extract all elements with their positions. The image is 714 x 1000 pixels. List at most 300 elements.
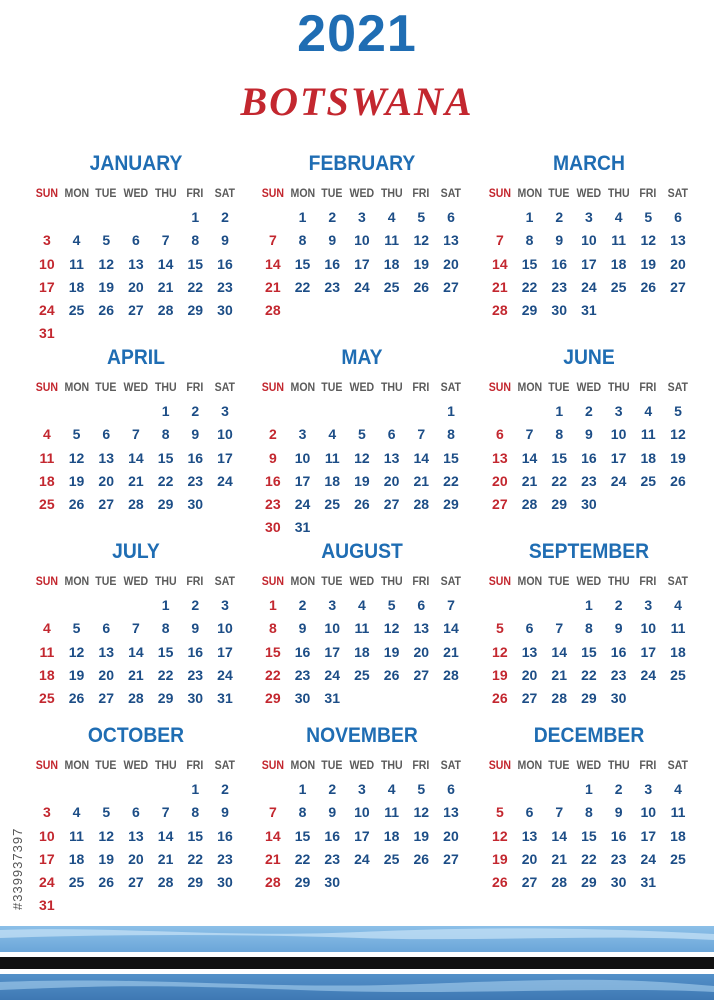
day-number: 12 [98,255,114,272]
day-number: 11 [324,449,340,466]
day-number: 18 [383,827,400,844]
day-number: 2 [585,403,593,419]
day-number: 8 [525,232,534,249]
day-number: 5 [358,426,366,443]
empty-cell [544,594,574,617]
day-number: 24 [354,278,370,295]
weekday-label: THU [607,380,630,394]
day-number: 18 [610,255,627,272]
day-number: 29 [581,690,597,707]
weekday-label: SAT [667,574,689,588]
day-number: 11 [384,232,399,249]
day-number: 13 [521,643,538,660]
day-number: 18 [670,827,686,844]
day-number: 9 [268,449,277,466]
weekday-label: THU [380,574,403,588]
weekday-label: SUN [35,574,58,588]
day-number: 7 [417,426,426,443]
weekday-label: TUE [95,380,117,394]
weekday-label: THU [607,758,630,772]
day-number: 19 [68,666,85,683]
day-number: 4 [674,597,682,613]
weekday-label: THU [154,186,177,200]
day-number: 23 [187,666,204,683]
day-number: 1 [161,403,170,419]
month-name: JUNE [563,346,615,369]
day-number: 14 [157,255,174,272]
weekday-label: WED [349,758,375,772]
day-number: 12 [68,449,85,466]
day-number: 18 [354,643,370,660]
weekday-label: MON [290,758,315,772]
day-grid [485,778,693,894]
day-number: 1 [585,597,593,613]
weekday-label: FRI [412,186,430,200]
day-number: 1 [268,597,277,613]
weekday-label: SUN [488,758,511,772]
weekday-label: THU [154,380,177,394]
day-number: 15 [187,255,204,272]
day-number: 3 [221,403,229,419]
day-number: 1 [298,781,307,797]
day-grid [258,400,466,540]
day-number: 17 [217,449,233,466]
day-number: 18 [39,666,55,683]
day-number: 12 [413,804,430,821]
weekday-label: WED [123,380,149,394]
day-number: 20 [521,850,538,867]
day-number: 25 [383,278,400,295]
day-number: 15 [187,827,204,844]
day-number: 2 [614,781,623,797]
empty-cell [258,778,288,801]
weekday-label: THU [380,380,403,394]
day-number: 14 [265,255,281,272]
day-number: 24 [39,302,55,319]
day-number: 15 [581,827,597,844]
day-number: 14 [157,827,174,844]
day-number: 23 [187,472,204,489]
day-number: 13 [492,449,508,466]
day-number: 27 [128,302,144,319]
day-number: 2 [555,209,564,225]
day-number: 8 [585,804,593,821]
day-number: 6 [525,804,534,821]
empty-cell [62,778,92,801]
day-number: 12 [354,449,370,466]
day-number: 28 [413,496,430,513]
day-number: 20 [98,472,114,489]
day-number: 7 [495,232,504,249]
month-name: DECEMBER [533,724,645,747]
weekday-header [32,182,240,204]
day-number: 16 [217,255,233,272]
day-number: 6 [102,426,111,443]
day-number: 21 [128,666,144,683]
day-number: 6 [674,209,682,225]
day-number: 2 [614,597,623,613]
day-number: 2 [221,209,229,225]
day-number: 3 [644,597,653,613]
weekday-label: MON [290,380,315,394]
day-number: 21 [413,472,430,489]
day-number: 19 [98,850,114,867]
day-number: 25 [383,850,400,867]
empty-cell [32,400,62,423]
day-number: 25 [670,666,686,683]
day-number: 30 [187,496,204,513]
empty-cell [377,400,407,423]
day-number: 28 [443,666,459,683]
day-number: 17 [581,255,597,272]
day-number: 11 [670,804,686,821]
empty-cell [317,400,347,423]
day-number: 23 [610,850,627,867]
day-number: 20 [413,643,430,660]
day-number: 24 [640,666,657,683]
day-number: 19 [492,666,508,683]
day-number: 31 [217,690,233,707]
day-number: 31 [640,874,657,891]
month-name: SEPTEMBER [528,540,650,563]
weekday-label: WED [576,380,602,394]
day-number: 8 [585,620,593,637]
empty-cell [62,206,92,229]
weekday-label: SUN [261,186,284,200]
day-number: 2 [328,209,337,225]
weekday-label: TUE [548,186,570,200]
day-number: 13 [383,449,400,466]
day-number: 6 [417,597,426,613]
day-number: 31 [581,302,597,319]
day-number: 22 [187,850,204,867]
weekday-label: SAT [214,380,236,394]
day-number: 14 [128,449,144,466]
day-number: 20 [128,850,144,867]
empty-cell [91,594,121,617]
day-number: 25 [68,302,85,319]
day-number: 29 [157,496,174,513]
day-number: 22 [581,850,597,867]
day-number: 28 [157,874,174,891]
day-number: 4 [42,620,51,637]
day-number: 12 [670,426,686,443]
day-number: 11 [384,804,399,821]
day-number: 16 [187,643,204,660]
day-number: 5 [387,597,396,613]
day-number: 8 [191,804,200,821]
weekday-label: TUE [321,186,343,200]
day-number: 6 [447,781,455,797]
weekday-label: SAT [667,380,689,394]
day-number: 16 [324,255,340,272]
day-number: 22 [157,472,174,489]
day-number: 5 [495,620,504,637]
day-number: 28 [492,302,508,319]
month-june [485,344,693,516]
day-number: 29 [187,302,204,319]
weekday-label: TUE [321,758,343,772]
day-number: 10 [640,804,657,821]
day-number: 18 [670,643,686,660]
day-number: 23 [610,666,627,683]
day-number: 12 [68,643,85,660]
day-number: 9 [555,232,564,249]
weekday-header [258,754,466,776]
day-number: 16 [551,255,567,272]
weekday-label: WED [123,186,149,200]
day-number: 15 [294,255,311,272]
day-number: 17 [217,643,233,660]
day-number: 12 [492,827,508,844]
day-number: 3 [585,209,593,225]
stock-id: #339937397 [10,827,25,910]
day-number: 22 [581,666,597,683]
month-name: AUGUST [321,540,403,563]
day-number: 17 [294,472,311,489]
empty-cell [121,206,151,229]
weekday-label: SAT [214,574,236,588]
weekday-label: MON [517,574,542,588]
day-number: 10 [294,449,311,466]
day-number: 24 [324,666,340,683]
day-number: 25 [610,278,627,295]
weekday-label: SAT [667,758,689,772]
empty-cell [347,400,377,423]
day-number: 28 [128,690,144,707]
weekday-label: FRI [412,380,430,394]
weekday-header [32,754,240,776]
day-number: 12 [492,643,508,660]
day-number: 12 [640,232,657,249]
day-number: 11 [39,449,55,466]
day-number: 4 [614,209,623,225]
day-number: 26 [98,302,114,319]
day-number: 25 [68,874,85,891]
empty-cell [258,206,288,229]
day-number: 14 [551,827,567,844]
day-number: 10 [581,232,597,249]
day-number: 23 [551,278,567,295]
day-number: 3 [328,597,337,613]
month-september [485,538,693,710]
day-number: 2 [191,597,200,613]
day-number: 17 [640,643,657,660]
day-number: 3 [614,403,623,419]
day-number: 27 [128,874,144,891]
day-number: 14 [521,449,538,466]
day-number: 3 [644,781,653,797]
weekday-header [32,570,240,592]
day-number: 10 [354,232,370,249]
day-number: 14 [551,643,567,660]
day-number: 15 [521,255,538,272]
day-number: 10 [217,426,233,443]
day-number: 8 [298,232,307,249]
day-number: 6 [387,426,396,443]
day-number: 1 [447,403,455,419]
weekday-label: MON [290,574,315,588]
weekday-label: FRI [186,380,204,394]
day-number: 16 [581,449,597,466]
day-number: 5 [644,209,653,225]
day-number: 29 [521,302,538,319]
day-number: 9 [328,804,337,821]
day-number: 20 [128,278,144,295]
day-number: 29 [265,690,281,707]
weekday-label: FRI [412,574,430,588]
day-number: 19 [98,278,114,295]
weekday-label: FRI [639,380,657,394]
day-number: 15 [443,449,459,466]
day-number: 20 [98,666,114,683]
day-number: 24 [581,278,597,295]
day-number: 10 [324,620,340,637]
empty-cell [515,778,545,801]
day-number: 28 [128,496,144,513]
day-number: 13 [128,827,144,844]
day-number: 19 [640,255,657,272]
weekday-label: SAT [667,186,689,200]
day-number: 14 [492,255,508,272]
month-november [258,722,466,894]
weekday-label: WED [576,186,602,200]
day-number: 3 [42,804,51,821]
day-number: 27 [492,496,508,513]
day-number: 7 [161,232,170,249]
weekday-label: TUE [95,574,117,588]
day-number: 28 [265,302,281,319]
day-number: 24 [294,496,311,513]
day-number: 30 [581,496,597,513]
day-number: 7 [555,804,564,821]
day-number: 7 [132,426,140,443]
month-january [32,150,240,346]
day-number: 10 [39,255,55,272]
day-number: 22 [265,666,281,683]
day-number: 26 [640,278,657,295]
day-number: 13 [98,449,114,466]
day-number: 25 [39,690,55,707]
day-number: 5 [674,403,682,419]
day-number: 8 [268,620,277,637]
day-number: 5 [495,804,504,821]
day-number: 4 [72,804,81,821]
day-number: 5 [417,209,426,225]
day-grid [485,206,693,322]
day-number: 20 [443,827,459,844]
weekday-label: WED [349,186,375,200]
day-number: 16 [265,472,281,489]
day-grid [32,594,240,710]
month-name: JULY [112,540,160,563]
day-number: 15 [265,643,281,660]
day-number: 17 [354,827,370,844]
day-number: 23 [324,850,340,867]
day-number: 5 [72,620,81,637]
day-number: 11 [69,827,84,844]
weekday-label: MON [64,186,89,200]
weekday-label: SUN [261,574,284,588]
empty-cell [121,778,151,801]
day-number: 24 [640,850,657,867]
day-number: 15 [581,643,597,660]
day-number: 24 [610,472,627,489]
day-number: 27 [443,850,459,867]
empty-cell [485,594,515,617]
day-number: 9 [191,620,200,637]
day-number: 6 [102,620,111,637]
day-grid [32,206,240,346]
day-number: 22 [187,278,204,295]
day-number: 18 [68,278,85,295]
weekday-label: WED [123,758,149,772]
day-number: 13 [521,827,538,844]
day-number: 21 [551,666,567,683]
weekday-label: SAT [440,574,462,588]
day-number: 27 [521,874,538,891]
day-number: 23 [294,666,311,683]
day-number: 30 [551,302,567,319]
day-number: 22 [294,278,311,295]
day-number: 25 [670,850,686,867]
empty-cell [91,778,121,801]
day-number: 13 [443,804,459,821]
weekday-label: MON [64,380,89,394]
weekday-header [258,570,466,592]
day-number: 4 [387,781,396,797]
weekday-label: SAT [440,380,462,394]
day-number: 20 [383,472,400,489]
weekday-label: SUN [261,380,284,394]
weekday-header [485,376,693,398]
day-number: 11 [39,643,55,660]
day-number: 17 [610,449,627,466]
day-number: 19 [413,255,430,272]
day-number: 13 [413,620,430,637]
day-number: 28 [157,302,174,319]
empty-cell [62,400,92,423]
weekday-label: SAT [440,758,462,772]
weekday-label: SUN [261,758,284,772]
day-number: 28 [521,496,538,513]
empty-cell [151,206,181,229]
day-number: 11 [69,255,84,272]
empty-cell [515,594,545,617]
day-number: 5 [417,781,426,797]
month-name: OCTOBER [87,724,185,747]
weekday-label: SUN [35,186,58,200]
day-number: 19 [354,472,370,489]
day-number: 31 [39,897,55,914]
weekday-label: FRI [186,186,204,200]
empty-cell [485,778,515,801]
day-number: 26 [492,874,508,891]
weekday-label: WED [576,574,602,588]
empty-cell [121,400,151,423]
day-number: 9 [221,804,229,821]
day-number: 15 [551,449,567,466]
calendar-year: 2021 [297,5,417,63]
weekday-label: TUE [321,380,343,394]
empty-cell [288,400,318,423]
month-name: JANUARY [89,152,183,175]
weekday-label: TUE [321,574,343,588]
day-number: 30 [324,874,340,891]
day-number: 31 [294,519,311,536]
weekday-label: TUE [95,758,117,772]
month-july [32,538,240,710]
